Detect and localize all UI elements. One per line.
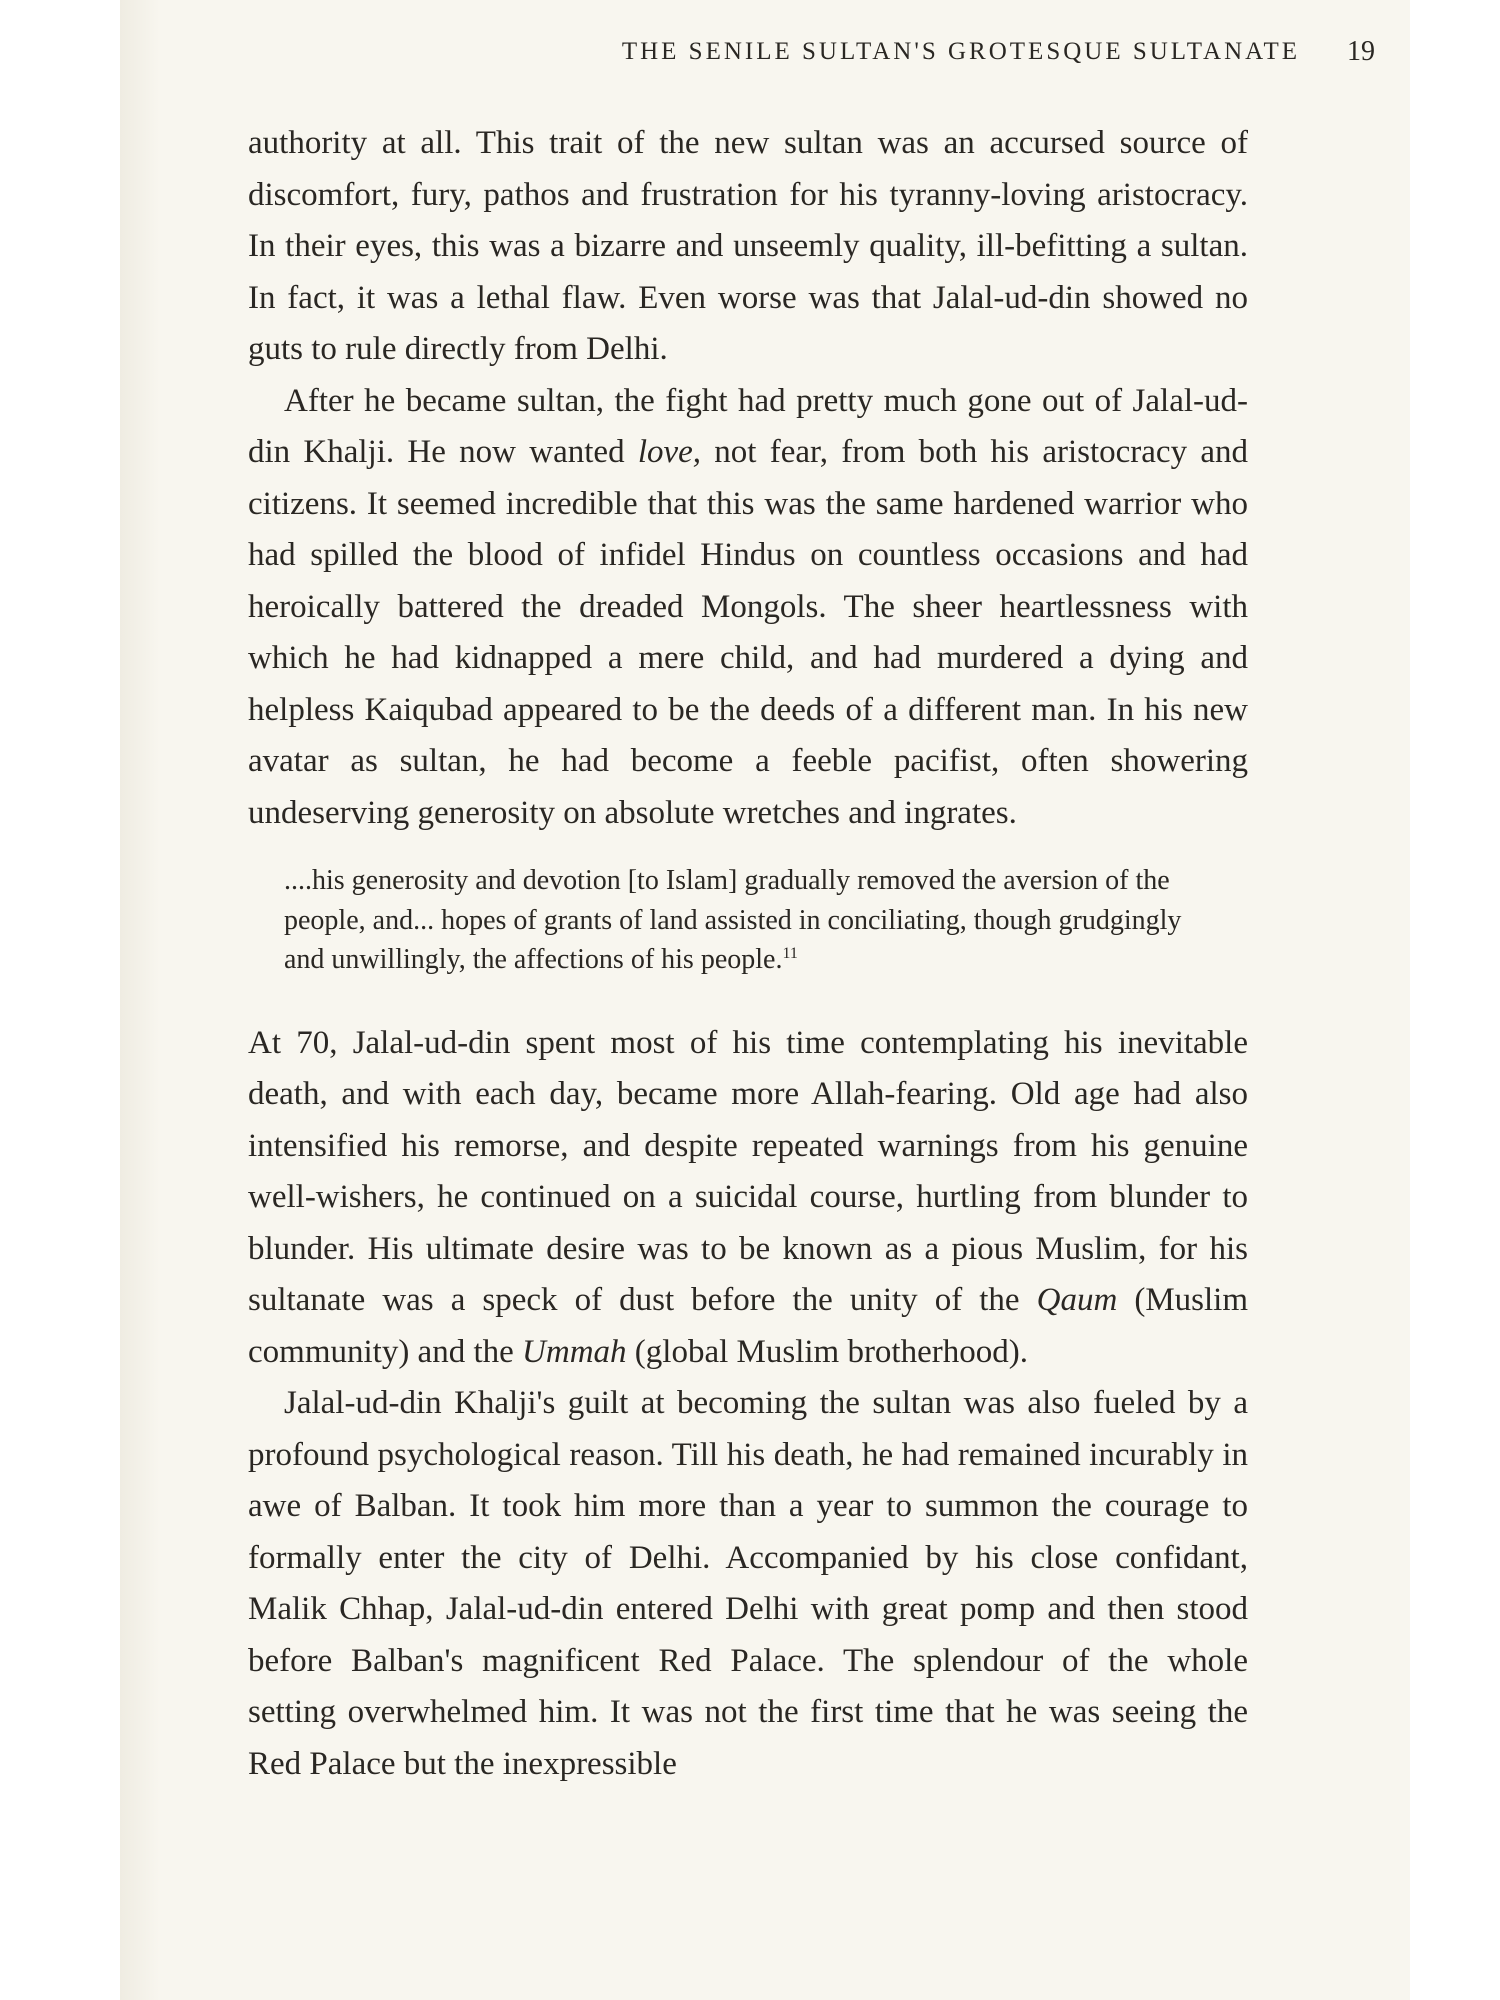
paragraph-1: authority at all. This trait of the new sultan was an accursed source of discomfort, fury, pathos and frustration for his tyranny-loving aristocracy. In their eyes, this was a bizarre and unseemly quality, ill-befitting a sultan. In fact, it was a lethal flaw. Even worse was that Jalal-ud-din showed no guts to rule directly from Delhi. — [248, 125, 1248, 367]
term-ummah: Ummah — [522, 1333, 627, 1370]
paragraph-3-text-a: At 70, Jalal-ud-din spent most of his time contemplating his inevitable death, and with each day, became more Allah-fearing. Old age had also intensified his remorse, and despite repeated warnings from his genuine well-wishers, he continued on a suicidal course, hurtling from blunder to blunder. His ultimate desire was to be known as a pious Muslim, for his sultanate was a speck of dust before the unity of the — [248, 1024, 1248, 1318]
paragraph-3-text-c: (global Muslim brotherhood). — [626, 1333, 1028, 1370]
paragraph-4: Jalal-ud-din Khalji's guilt at becoming the sultan was also fueled by a profound psychological reason. Till his death, he had remained incurably in awe of Balban. It took him more than a year to summon the courage to formally enter the city of Delhi. Accompanied by his close confidant, Malik Chhap, Jalal-ud-din entered Delhi with great pomp and then stood before Balban's magnificent Red Palace. The splendour of the whole setting overwhelmed him. It was not the first time that he was seeing the Red Palace but the inexpressible — [248, 1385, 1248, 1782]
page-number: 19 — [1347, 36, 1375, 67]
paragraph-3 — [248, 1018, 1248, 1379]
paragraph-2-text-b: not fear, from both his aristocracy and citizens. It seemed incredible that this was the same hardened warrior who had spilled the blood of infidel Hindus on countless occasions and had heroically battered the dreaded Mongols. The sheer heartlessness with which he had kidnapped a mere child, and had murdered a dying and helpless Kaiqubad appeared to be the deeds of a different man. In his new avatar as sultan, he had become a feeble pacifist, often showering undeserving generosity on absolute wretches and ingrates. — [248, 434, 1248, 831]
paragraph-2-text-a: After he became sultan, the fight had pretty much gone out of Jalal-ud-din Khalji. He now wanted — [248, 382, 1248, 470]
page-header — [325, 36, 1375, 76]
paragraph-2 — [248, 376, 1248, 840]
book-page — [120, 0, 1410, 2000]
term-qaum: Qaum — [1036, 1282, 1118, 1318]
emphasis-love: love, — [637, 434, 702, 470]
block-quote — [284, 861, 1224, 980]
running-head: THE SENILE SULTAN'S GROTESQUE SULTANATE — [621, 38, 1300, 65]
body-text — [248, 118, 1248, 1790]
footnote-marker: 11 — [782, 945, 798, 962]
paragraph-3-text-b: (Muslim community) and the — [248, 1282, 1249, 1370]
quote-text: ....his generosity and devotion [to Islam] gradually removed the aversion of the people, and... hopes of grants of land assisted in conciliating, though grudgingly and unwillingly, the affections of his people. — [284, 865, 1182, 975]
